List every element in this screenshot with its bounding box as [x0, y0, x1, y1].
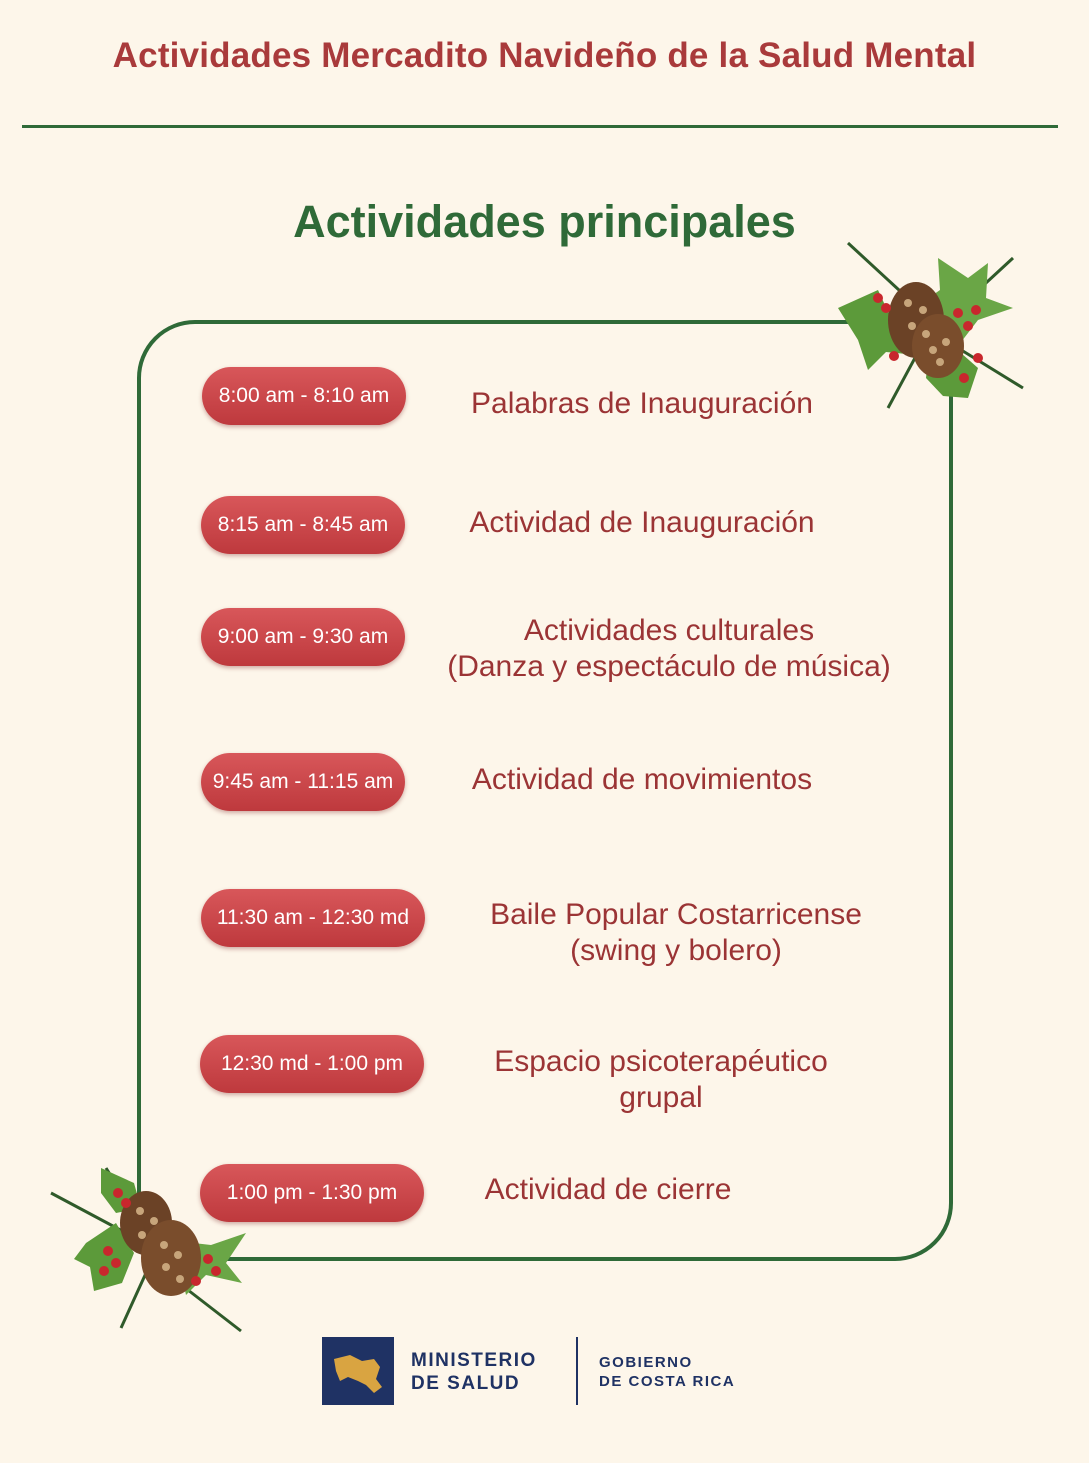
ministry-logo — [322, 1337, 394, 1405]
government-name: GOBIERNO DE COSTA RICA — [599, 1354, 736, 1390]
costa-rica-map-icon — [322, 1337, 394, 1405]
activity-label: Actividad de Inauguración — [469, 506, 815, 539]
activity-label: Actividad de cierre — [484, 1173, 732, 1206]
activity-label: Actividad de movimientos — [471, 763, 813, 796]
time-badge: 8:15 am - 8:45 am — [201, 496, 405, 554]
activity-label: Palabras de Inauguración — [471, 387, 813, 420]
footer-logos — [322, 1337, 762, 1405]
schedule-frame — [137, 320, 953, 1261]
time-badge: 1:00 pm - 1:30 pm — [200, 1164, 424, 1222]
activity-label: Actividades culturales (Danza y espectáculo de música) — [447, 614, 891, 683]
holly-pinecone-decoration — [828, 238, 1033, 418]
section-title: Actividades principales — [293, 196, 796, 247]
header-divider — [22, 125, 1058, 128]
activity-label: Espacio psicoterapéutico grupal — [494, 1045, 828, 1114]
page-header-title: Actividades Mercadito Navideño de la Salud Mental — [112, 36, 977, 75]
time-badge: 8:00 am - 8:10 am — [202, 367, 406, 425]
activity-label: Baile Popular Costarricense (swing y bolero) — [490, 898, 862, 967]
time-badge: 11:30 am - 12:30 md — [201, 889, 425, 947]
time-badge: 9:00 am - 9:30 am — [201, 608, 405, 666]
footer-divider — [576, 1337, 578, 1405]
time-badge: 12:30 md - 1:00 pm — [200, 1035, 424, 1093]
holly-pinecone-decoration — [46, 1163, 251, 1335]
ministry-name: MINISTERIO DE SALUD — [411, 1350, 537, 1394]
time-badge: 9:45 am - 11:15 am — [201, 753, 405, 811]
